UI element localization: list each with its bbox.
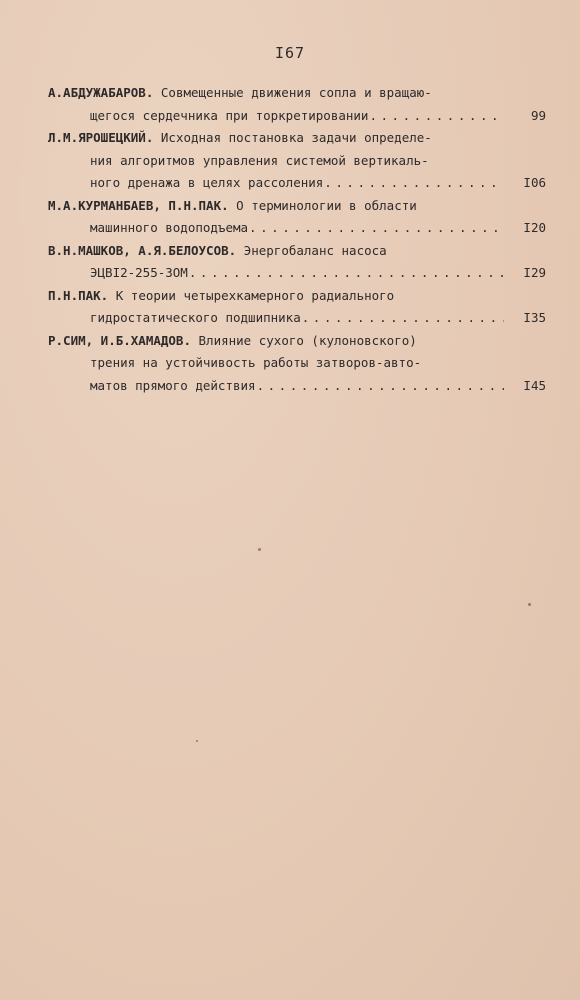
- entry-page: I29: [523, 265, 546, 280]
- entry-page: I06: [523, 175, 546, 190]
- entry-title-line: матов прямого действия: [90, 377, 256, 393]
- entry-title-line: ния алгоритмов управления системой вертикаль-: [90, 152, 429, 168]
- entry-title-line: Влияние сухого (кулоновского): [198, 332, 417, 348]
- entry-authors: М.А.КУРМАНБАЕВ, П.Н.ПАК.: [48, 197, 229, 213]
- table-of-contents: [48, 82, 546, 397]
- entry-authors: В.Н.МАШКОВ, А.Я.БЕЛОУСОВ.: [48, 242, 237, 258]
- entry-title-line: ЭЦВI2-255-3ОМ: [90, 265, 188, 280]
- entry-authors: А.АБДУЖАБАРОВ.: [48, 85, 154, 100]
- dot-leader: [249, 217, 504, 240]
- entry-page: I45: [523, 377, 546, 393]
- entry-title-line: машинного водоподъема: [90, 220, 249, 235]
- dot-leader: [257, 375, 504, 398]
- entry-page: 99: [530, 107, 546, 123]
- toc-entry: [48, 127, 546, 195]
- entry-title-line: Совмещенные движения сопла и вращаю-: [160, 85, 432, 100]
- entry-page: I35: [523, 310, 546, 325]
- toc-entry: [48, 82, 546, 127]
- entry-title-line: К теории четырехкамерного радиального: [115, 287, 395, 303]
- entry-title-line: трения на устойчивость работы затворов-авто-: [90, 355, 422, 370]
- entry-title-line: Энергобаланс насоса: [243, 242, 387, 258]
- toc-entry: [48, 285, 546, 330]
- dot-leader: [302, 307, 504, 330]
- page-number: I67: [274, 44, 306, 62]
- entry-authors: П.Н.ПАК.: [48, 287, 109, 303]
- toc-entry: [48, 240, 546, 285]
- toc-entry: [48, 195, 546, 240]
- entry-authors: Р.СИМ, И.Б.ХАМАДОВ.: [48, 332, 191, 348]
- toc-entry: [48, 330, 546, 398]
- entry-page: I20: [523, 220, 546, 235]
- entry-title-line: Исходная постановка задачи определе-: [160, 130, 432, 145]
- entry-authors: Л.М.ЯРОШЕЦКИЙ.: [48, 130, 154, 145]
- dot-leader: [369, 105, 504, 128]
- entry-title-line: гидростатического подшипника: [90, 310, 301, 325]
- dot-leader: [189, 262, 504, 285]
- entry-title-line: О терминологии в области: [236, 197, 417, 213]
- entry-title-line: щегося сердечника при торкретировании: [90, 107, 369, 123]
- dot-leader: [324, 172, 504, 195]
- entry-title-line: ного дренажа в целях рассоления: [90, 175, 324, 190]
